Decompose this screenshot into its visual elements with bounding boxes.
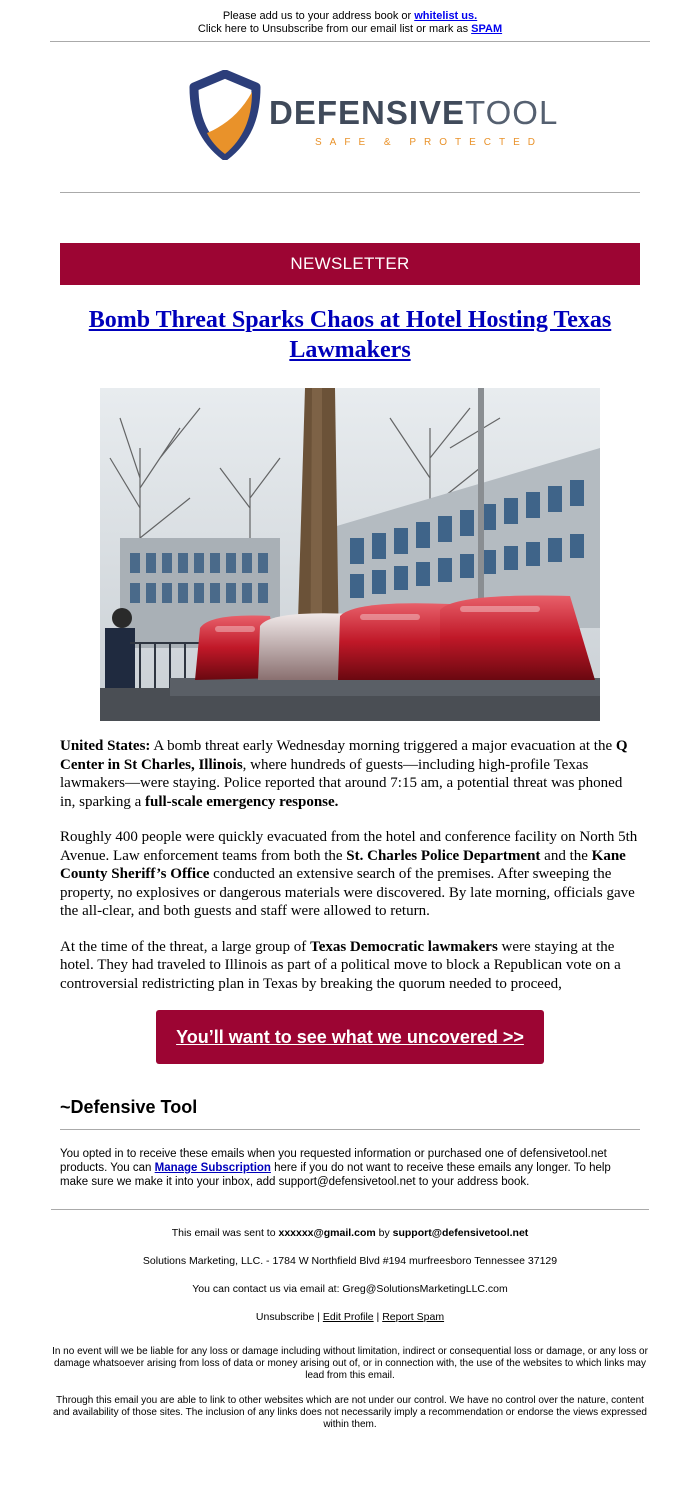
report-spam-link[interactable]: Report Spam <box>382 1311 445 1323</box>
contact-line: You can contact us via email at: Greg@SolutionsMarketingLLC.com <box>192 1283 508 1295</box>
legal-disclaimer <box>50 1346 650 1431</box>
article-text: A bomb threat early Wednesday morning triggered a major evacuation at the <box>150 738 616 754</box>
separator: | <box>314 1311 323 1323</box>
article-paragraph-3 <box>60 938 640 994</box>
divider-footer <box>51 1209 649 1210</box>
spam-link[interactable]: SPAM <box>471 23 503 35</box>
article-text: , where hundreds of guests—including high-profile Texas lawmakers—were staying. Police reported that around 7:15 am, a potential threat was phoned in, sparking a <box>60 756 623 810</box>
signature: ~Defensive Tool <box>60 1097 198 1117</box>
article-text: Roughly 400 people were quickly evacuated from the hotel and conference facility on North 5th Avenue. Law enforcement teams from both the <box>60 829 638 864</box>
logo-word-light: TOOL <box>465 94 559 131</box>
preheader-line-1 <box>0 10 700 23</box>
divider-signature <box>60 1129 640 1130</box>
optin-notice <box>60 1147 640 1189</box>
unsubscribe-text[interactable]: Unsubscribe <box>255 1311 315 1323</box>
article-bold-lawmakers: Texas Democratic lawmakers <box>310 938 498 955</box>
article-text: and the <box>540 847 592 864</box>
headline-link[interactable]: Bomb Threat Sparks Chaos at Hotel Hosting Texas Lawmakers <box>88 307 612 363</box>
article-bold-location: United States: <box>60 738 151 754</box>
optin-text: You opted in to receive these emails when you requested information or purchased one of defensivetool.net products. You can <box>60 1148 607 1174</box>
article-bold-venue: Q Center in St Charles, Illinois <box>60 738 628 773</box>
article-body <box>60 737 640 993</box>
optin-text: here if you do not want to receive these emails any longer. To help make sure we make it into your inbox, add support@defensivetool.net to your address book. <box>60 1162 611 1188</box>
sent-by: by <box>375 1227 393 1239</box>
logo-tagline: SAFE & PROTECTED <box>315 137 544 148</box>
article-bold-police: St. Charles Police Department <box>346 847 541 864</box>
manage-subscription-link[interactable]: Manage Subscription <box>154 1162 271 1174</box>
legal-paragraph-2: Through this email you are able to link to other websites which are not under our control. We have no control over the nature, content and availability of those sites. The inclusion of any links does not necessarily imply a recommendation or endorse the views expressed within them. <box>52 1395 647 1430</box>
article-bold-sheriff: Kane County Sheriff’s Office <box>60 847 626 882</box>
logo-wordmark <box>269 94 558 132</box>
sender-email: support@defensivetool.net <box>392 1227 529 1239</box>
footer <box>50 1227 650 1324</box>
edit-profile-link[interactable]: Edit Profile <box>322 1311 374 1323</box>
recipient-email: xxxxxx@gmail.com <box>278 1227 376 1239</box>
article-paragraph-2 <box>60 828 640 921</box>
sent-prefix: This email was sent to <box>171 1227 279 1239</box>
company-address: Solutions Marketing, LLC. - 1784 W Northfield Blvd #194 murfreesboro Tennessee 37129 <box>142 1255 558 1267</box>
article-bold-response: full-scale emergency response. <box>144 793 339 810</box>
headline <box>55 305 645 365</box>
article-text: At the time of the threat, a large group of <box>60 938 311 955</box>
sent-to-line <box>50 1227 650 1240</box>
shield-logo-icon <box>186 70 264 160</box>
cta-button[interactable]: You’ll want to see what we uncovered >> <box>156 1010 544 1064</box>
article-text: conducted an extensive search of the premises. After sweeping the property, no explosives or dangerous materials were discovered. By late morning, officials gave the all-clear, and both guests and staff were allowed to return. <box>60 866 635 919</box>
preheader <box>0 0 700 36</box>
logo[interactable] <box>50 42 650 162</box>
article-photo[interactable] <box>100 388 600 721</box>
newsletter-banner: NEWSLETTER <box>60 243 640 285</box>
preheader-text-1: Please add us to your address book or <box>222 10 415 22</box>
police-lights-photo <box>100 388 600 721</box>
preheader-text-2: Click here to Unsubscribe from our email list or mark as <box>197 23 472 35</box>
whitelist-link[interactable]: whitelist us. <box>414 10 478 22</box>
legal-paragraph-1: In no event will we be liable for any loss or damage including without limitation, indirect or consequential loss or damage, or any loss or damage whatsoever arising from loss of data or money arising out of, or in connection with, the use of the websites to which links may lead from this email. <box>52 1346 648 1381</box>
logo-word-bold: DEFENSIVE <box>269 94 466 131</box>
article-text: were staying at the hotel. They had traveled to Illinois as part of a political move to block a Republican vote on a controversial redistricting plan in Texas by breaking the quorum needed to proceed, <box>60 938 621 992</box>
footer-links <box>50 1311 650 1324</box>
divider-logo <box>60 192 640 193</box>
separator: | <box>373 1311 383 1323</box>
article-paragraph-1 <box>60 737 640 811</box>
preheader-line-2 <box>0 23 700 36</box>
cta-container <box>0 1010 700 1064</box>
